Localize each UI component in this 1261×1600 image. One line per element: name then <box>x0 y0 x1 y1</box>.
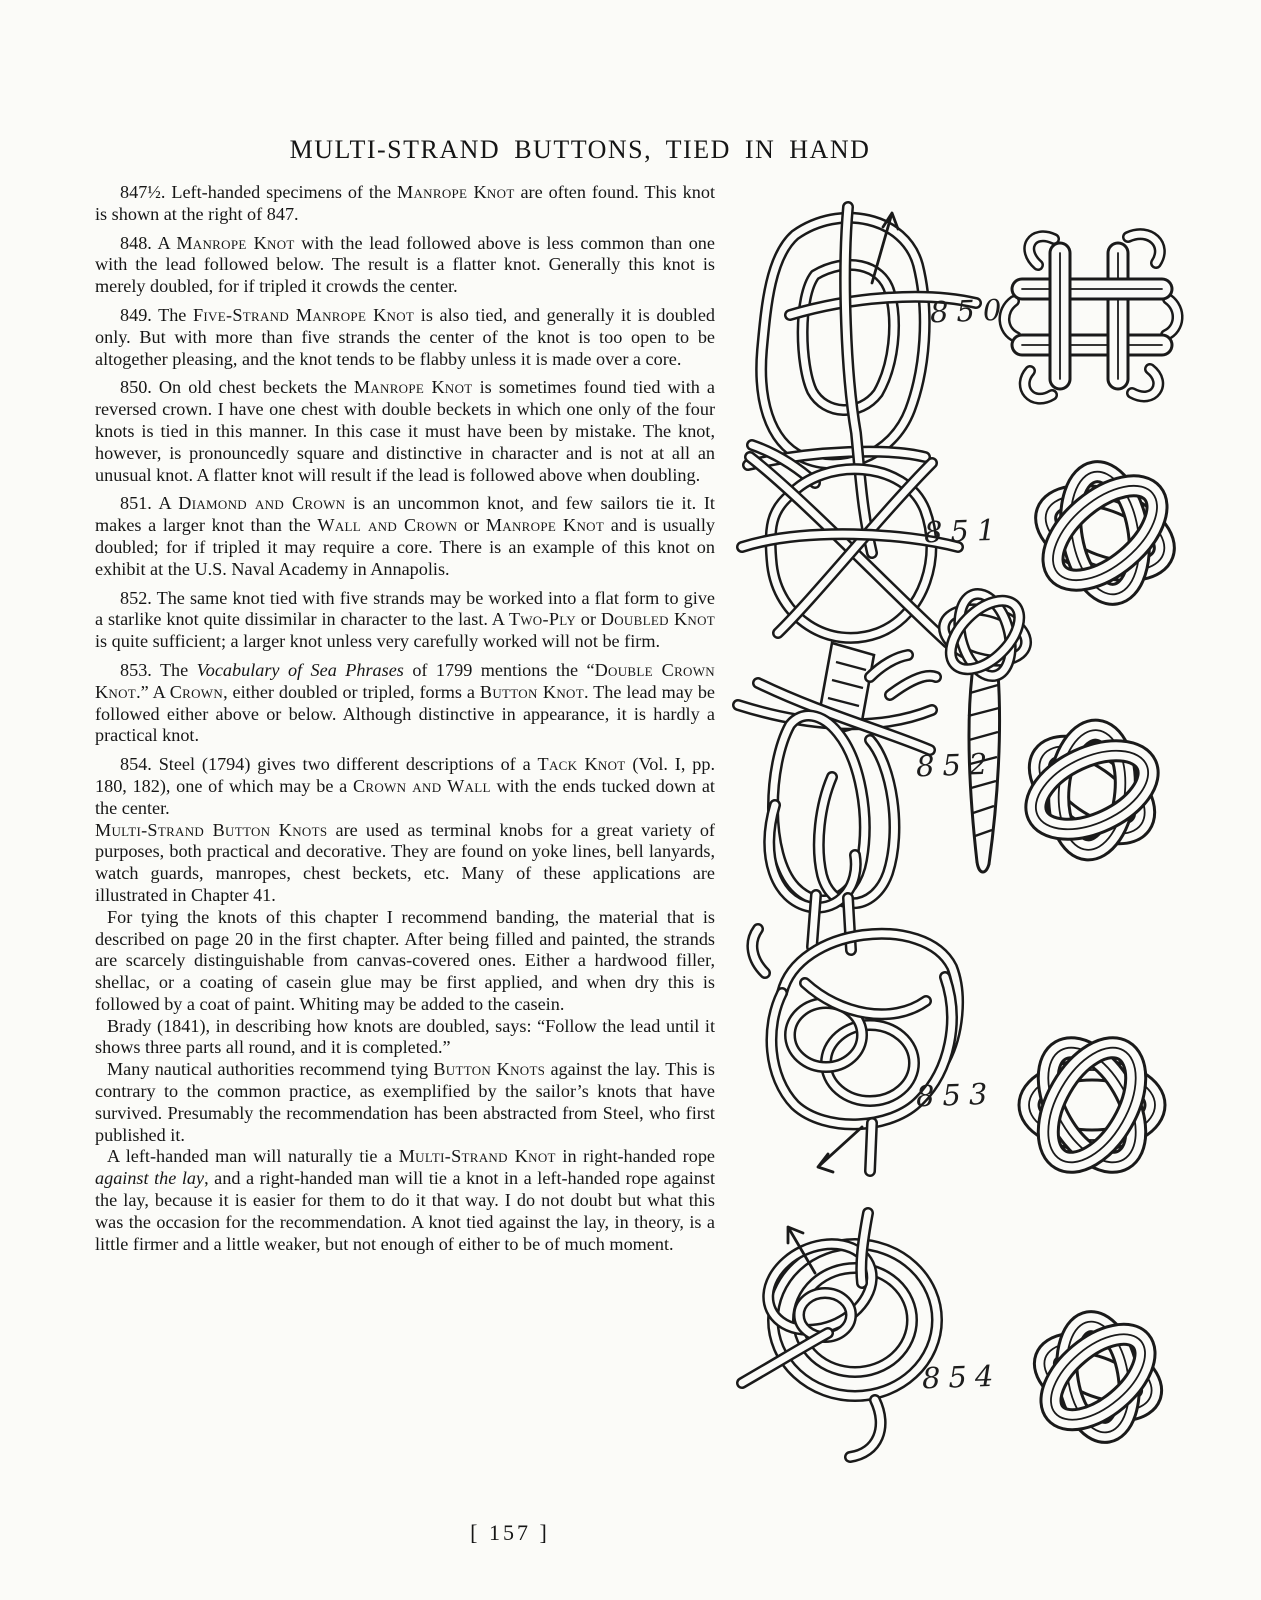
paragraph: 854. Steel (1794) gives two different descriptions of a Tack Knot (Vol. I, pp. 180, 182), one of which may be a Crown and Wall with the ends tucked down at the center. <box>95 754 716 818</box>
text-column <box>95 175 715 1255</box>
figure-label-851: 851 <box>923 512 1004 550</box>
figure-854-finished-knot-drawing <box>1035 1317 1161 1438</box>
figure-851-finished-knot-drawing <box>1035 466 1174 600</box>
figure-853-finished-knot-drawing <box>1029 1033 1155 1177</box>
paragraph: Brady (1841), in describing how knots are doubled, says: “Follow the lead until it shows three parts all round, and it is completed.” <box>95 1015 715 1058</box>
paragraph: Multi-Strand Button Knots are used as terminal knobs for a great variety of purposes, both practical and decorative. They are found on yoke lines, bell lanyards, watch guards, manropes, chest beckets, etc. Many of these applications are illustrated in Chapter 41. <box>95 819 715 905</box>
figure-853-working-knot-drawing <box>752 929 958 1172</box>
paragraph: 853. The Vocabulary of Sea Phrases of 1799 mentions the “Double Crown Knot.” A Crown, either doubled or tripled, forms a Button Knot. The lead may be followed either above or below. Although distinctive in appearance, it is hardly a practical knot. <box>95 659 715 746</box>
page-title: MULTI-STRAND BUTTONS, TIED IN HAND <box>289 135 871 164</box>
paragraph: 850. On old chest beckets the Manrope Knot is sometimes found tied with a reversed crown. I have one chest with double beckets in which one only of the four knots is tied in this manner. In this case it must have been by mistake. The knot, however, is pronouncedly square and distinctive in character and is not at all an unusual knot. A flatter knot will result if the lead is followed above when doubling. <box>95 377 715 485</box>
paragraph: For tying the knots of this chapter I recommend banding, the material that is described on page 20 in the first chapter. After being filled and painted, the strands are scarcely distinguishable from canvas-covered ones. Either a hardwood filler, shellac, or a coating of casein glue may be first applied, and when dry this is followed by a coat of paint. Whiting may be added to the casein. <box>95 906 715 1014</box>
page-number: [ 157 ] <box>470 1520 550 1545</box>
figure-label-854: 854 <box>921 1358 1002 1396</box>
figure-850-finished-knot-drawing <box>1004 234 1177 399</box>
paragraph: 852. The same knot tied with five strands may be worked into a flat form to give a starlike knot quite dissimilar in character to the last. A Two-Ply or Doubled Knot is quite sufficient; a larger knot unless very carefully worked will not be firm. <box>95 587 715 652</box>
figure-852-finished-knot-drawing <box>1024 727 1161 852</box>
paragraph: A left-handed man will naturally tie a Multi-Strand Knot in right-handed rope against the lay, and a right-handed man will tie a knot in a left-handed rope against the lay, because it is easier for them to do it that way. I do not doubt but what this was the occasion for the recommendation. A knot tied against the lay, in theory, is a little firmer and a little weaker, but not enough of either to be of much moment. <box>95 1146 715 1254</box>
figure-854-working-knot-drawing <box>742 1213 937 1457</box>
figure-label-853: 853 <box>915 1076 996 1114</box>
paragraph: 847½. Left-handed specimens of the Manrope Knot are often found. This knot is shown at the right of 847. <box>95 182 715 224</box>
small-knot-on-rope-stem-drawing <box>938 588 1032 872</box>
paragraph: 849. The Five-Strand Manrope Knot is also tied, and generally it is doubled only. But with more than five strands the center of the knot is too open to be altogether pleasing, and the knot tends to be flabby unless it is made over a core. <box>95 304 715 369</box>
paragraph: 848. A Manrope Knot with the lead followed above is less common than one with the lead followed below. The result is a flatter knot. Generally this knot is merely doubled, for if tripled it crowds the center. <box>95 232 715 297</box>
paragraph: 851. A Diamond and Crown is an uncommon knot, and few sailors tie it. It makes a larger knot than the Wall and Crown or Manrope Knot and is usually doubled; for if tripled it may require a core. There is an example of this knot on exhibit at the U.S. Naval Academy in Annapolis. <box>95 493 715 579</box>
figure-label-850: 850 <box>929 292 1010 330</box>
figure-label-852: 852 <box>915 746 996 784</box>
paragraph: Many nautical authorities recommend tying Button Knots against the lay. This is contrary to the common practice, as exemplified by the sailor’s knots that have survived. Presumably the recommendation has been abstracted from Steel, who first published it. <box>95 1059 715 1145</box>
